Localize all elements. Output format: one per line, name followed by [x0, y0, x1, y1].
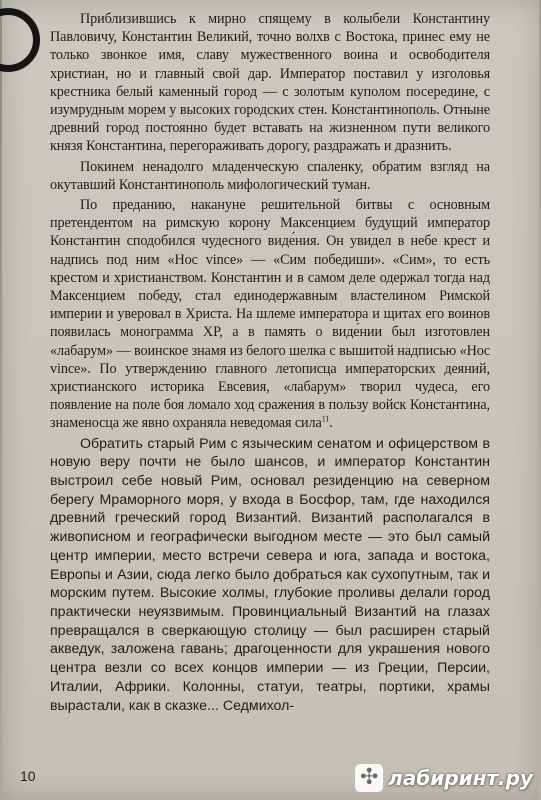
paragraph-2: Покинем ненадолго младенческую спаленку, обратим взгляд на окутавший Константинополь мифологический туман. [50, 158, 490, 193]
page-number: 10 [20, 768, 36, 784]
binder-ring-icon [0, 8, 40, 72]
paragraph-3-text: По преданию, накануне решительной битвы с основным претендентом на римскую корону Максенцием будущий император Константин сподобился чудесного виде́ния. Он увидел в небе крест и надпись под ним «Hoc vince» — «Сим победиши». «Сим», то есть крестом и христианством. Константин и в самом деле одержал тогда над Максенцием победу, стал единодержавным властелином Римской империи и уверовал в Христа. На шлеме императора и щитах его воинов появилась монограмма ХР, а в память о виде́нии был изготовлен «лабарум» — воинское знамя из белого шелка с вышитой надписью «Hoc vince». По утверждению главного летописца императорских деяний, христианского историка Евсевия, «лабарум» творил чудеса, его появление на поле боя ломало ход сражения в пользу войск Константина, знаменосца же явно охраняла неведомая сила [50, 197, 490, 432]
paragraph-1: Приблизившись к мирно спящему в колыбели Константину Павловичу, Константин Великий, точно волхв с Востока, принес ему не только звонкое имя, славу мужественного воина и освободителя христиан, но и главный свой дар. Император поставил у изголовья крестника белый каменный город — с золотым куполом посередине, с изумрудным морем у высоких городских стен. Константинополь. Отныне древний город постоянно будет вставать на жизненном пути великого князя Константина, перегораживать дорогу, раздражать и дразнить. [50, 11, 490, 155]
paragraph-3: По преданию, накануне решительной битвы с основным претендентом на римскую корону Максенцием будущий император Константин сподобился чудесного виде́ния. Он увидел в небе крест и надпись под ним «Hoc vince» — «Сим победиши». «Сим», то есть крестом и христианством. Константин и в самом деле одержал тогда над Максенцием победу, стал единодержавным властелином Римской империи и уверовал в Христа. На шлеме императора и щитах его воинов появилась монограмма ХР, а в память о виде́нии был изготовлен «лабарум» — воинское знамя из белого шелка с вышитой надписью «Hoc vince». По утверждению главного летописца императорских деяний, христианского историка Евсевия, «лабарум» творил чудеса, его появление на поле боя ломало ход сражения в пользу войск Константина, знаменосца же явно охраняла неведомая сила$^{11}$. [50, 197, 490, 432]
book-page [2, 0, 539, 800]
paragraph-4: Обратить старый Рим с языческим сенатом и офицерством в новую веру почти не было шансов, и император Константин выстроил себе новый Рим, основал резиденцию на северном берегу Мраморного моря, у входа в Босфор, там, где находился древний греческий город Византий. Византий располагался в живописном и географически выгодном месте — это был самый центр империи, место встречи севера и юга, запада и востока, Европы и Азии, сюда легко было добраться как сухопутным, так и морским путем. Высокие холмы, глубокие проливы делали город практически неуязвимым. Провинциальный Византий на глазах превращался в сверкающую столицу — был расширен старый акведук, заложена гавань; драгоценности для украшения нового центра везли со всех концов империи — из Греции, Персии, Италии, Африки. Колонны, статуи, театры, портики, храмы вырастали, как в сказке... Седмихол- [50, 435, 490, 714]
labyrinth-logo-icon: ✣ [355, 764, 383, 792]
page-text [50, 10, 490, 715]
watermark [355, 762, 533, 794]
footnote-marker: 11 [321, 414, 330, 424]
watermark-text: лабиринт.ру [388, 766, 533, 790]
